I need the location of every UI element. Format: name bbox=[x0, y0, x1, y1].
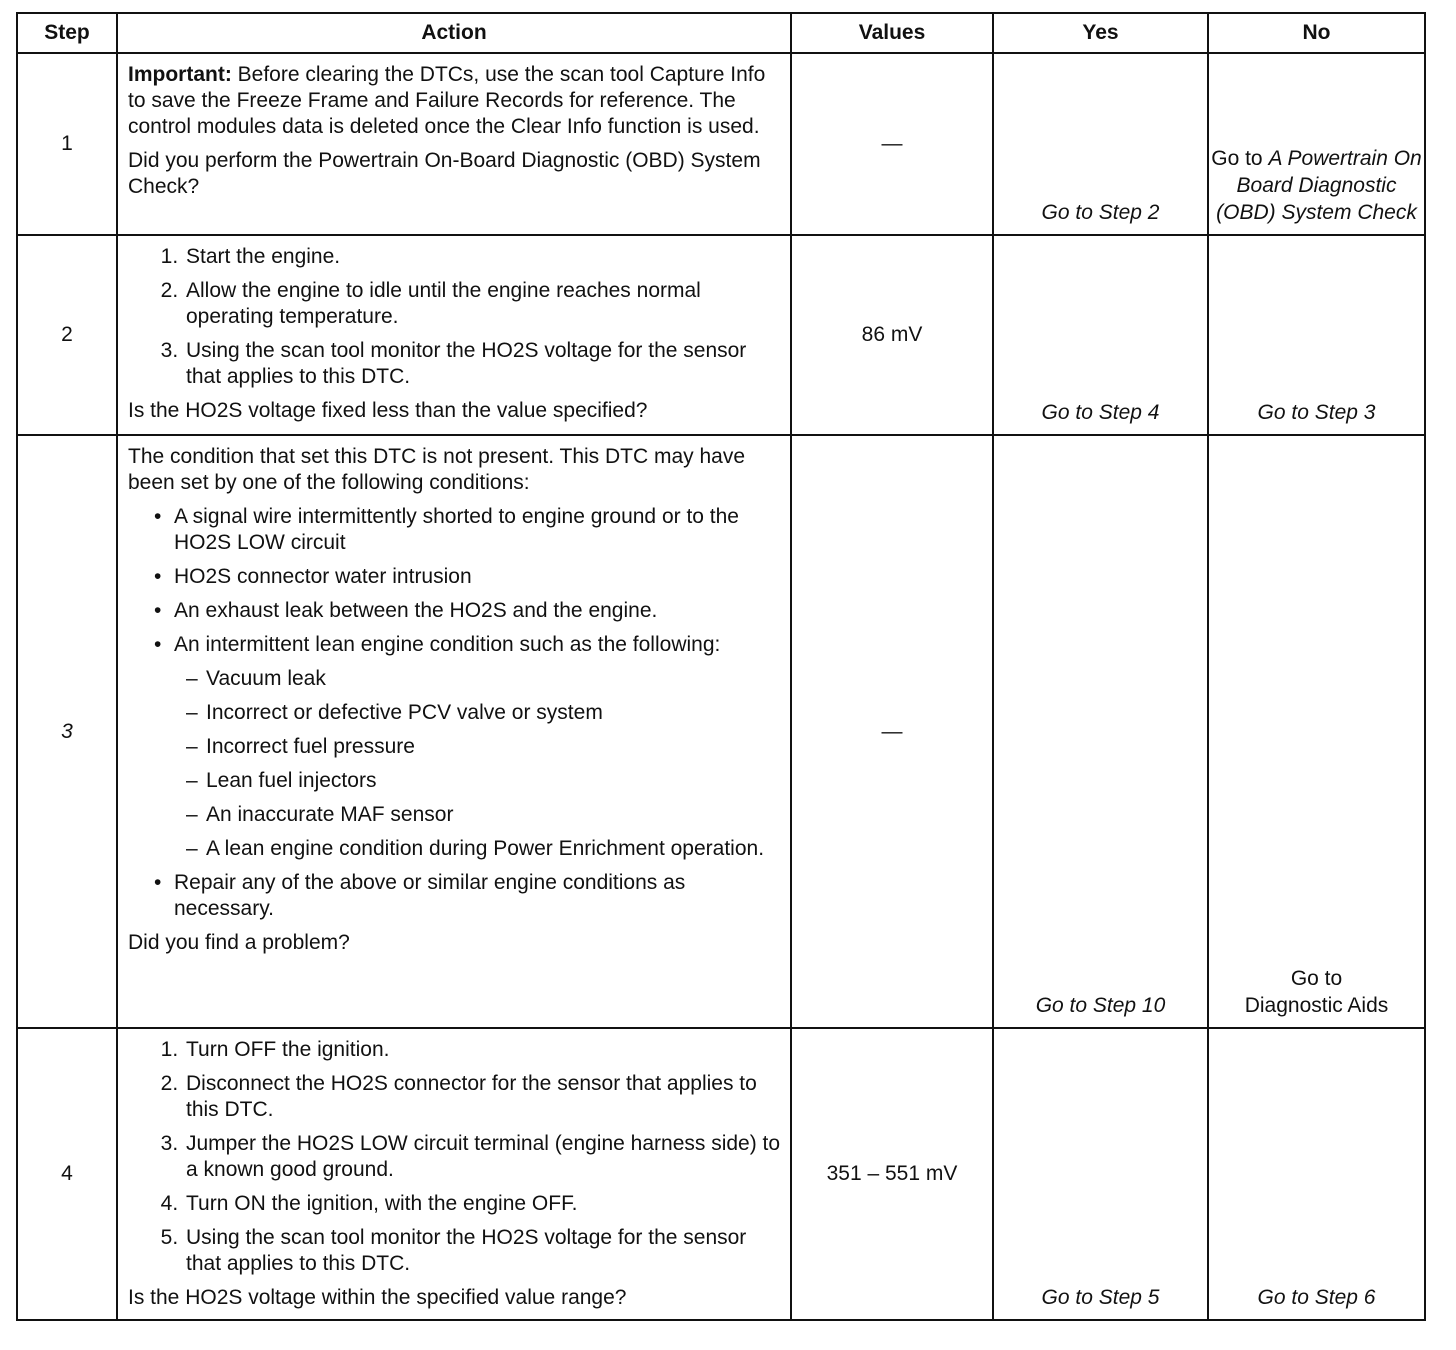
list-item: – A lean engine condition during Power Enrichment operation. bbox=[206, 836, 782, 862]
important-label: Important: bbox=[128, 63, 232, 86]
step-intro: The condition that set this DTC is not present. This DTC may have been set by one of the following conditions: bbox=[128, 445, 746, 494]
list-item bbox=[174, 632, 782, 862]
list-item: • A signal wire intermittently shorted to engine ground or to the HO2S LOW circuit bbox=[174, 504, 782, 556]
action-steps-list bbox=[128, 244, 782, 390]
yes-link[interactable]: Go to Step 5 bbox=[993, 1028, 1208, 1320]
list-item: • HO2S connector water intrusion bbox=[174, 564, 782, 590]
list-item: • An exhaust leak between the HO2S and the engine. bbox=[174, 598, 782, 624]
yes-link[interactable]: Go to Step 4 bbox=[993, 235, 1208, 435]
yes-link[interactable]: Go to Step 2 bbox=[993, 53, 1208, 235]
action-cell bbox=[117, 435, 791, 1028]
list-item: 3. Using the scan tool monitor the HO2S voltage for the sensor that applies to this DTC. bbox=[184, 338, 782, 390]
no-link[interactable]: Go to Step 6 bbox=[1208, 1028, 1425, 1320]
action-cell bbox=[117, 1028, 791, 1320]
list-item: – Lean fuel injectors bbox=[206, 768, 782, 794]
list-item: 1. Start the engine. bbox=[184, 244, 782, 270]
no-link[interactable] bbox=[1208, 435, 1425, 1028]
header-no: No bbox=[1208, 13, 1425, 53]
table-row-step-3 bbox=[17, 435, 1425, 1028]
value-cell: — bbox=[791, 435, 993, 1028]
list-item: 2. Allow the engine to idle until the engine reaches normal operating temperature. bbox=[184, 278, 782, 330]
list-item: 1. Turn OFF the ignition. bbox=[184, 1037, 782, 1063]
value-cell: 351 – 551 mV bbox=[791, 1028, 993, 1320]
no-link-prefix: Go to bbox=[1211, 147, 1269, 170]
no-link-target: A Powertrain On Board Diagnostic (OBD) System Check bbox=[1216, 147, 1422, 224]
list-item: 5. Using the scan tool monitor the HO2S voltage for the sensor that applies to this DTC. bbox=[184, 1225, 782, 1277]
important-note bbox=[128, 62, 782, 140]
no-link-line: Go to bbox=[1290, 967, 1343, 990]
header-step: Step bbox=[17, 13, 117, 53]
conditions-list bbox=[128, 504, 782, 922]
important-text: Before clearing the DTCs, use the scan tool Capture Info to save the Freeze Frame and Failure Records for reference. The control modules data is deleted once the Clear Info function is used. bbox=[128, 63, 766, 138]
action-cell bbox=[117, 235, 791, 435]
no-link[interactable]: Go to Step 3 bbox=[1208, 235, 1425, 435]
value-cell: 86 mV bbox=[791, 235, 993, 435]
no-link-line: Diagnostic Aids bbox=[1244, 994, 1389, 1017]
step-question: Did you perform the Powertrain On-Board Diagnostic (OBD) System Check? bbox=[128, 149, 761, 198]
step-number: 4 bbox=[17, 1028, 117, 1320]
header-action: Action bbox=[117, 13, 791, 53]
step-number: 1 bbox=[17, 53, 117, 235]
list-item: – An inaccurate MAF sensor bbox=[206, 802, 782, 828]
step-question: Is the HO2S voltage fixed less than the value specified? bbox=[128, 399, 648, 422]
table-row-step-1 bbox=[17, 53, 1425, 235]
header-row bbox=[17, 13, 1425, 53]
header-values: Values bbox=[791, 13, 993, 53]
yes-link[interactable]: Go to Step 10 bbox=[993, 435, 1208, 1028]
lean-conditions-list bbox=[174, 666, 782, 862]
step-number: 2 bbox=[17, 235, 117, 435]
no-link[interactable] bbox=[1208, 53, 1425, 235]
list-item: • Repair any of the above or similar engine conditions as necessary. bbox=[174, 870, 782, 922]
diagnostic-table bbox=[16, 12, 1426, 1321]
header-yes: Yes bbox=[993, 13, 1208, 53]
list-item: 3. Jumper the HO2S LOW circuit terminal (engine harness side) to a known good ground. bbox=[184, 1131, 782, 1183]
step-number: 3 bbox=[17, 435, 117, 1028]
action-steps-list bbox=[128, 1037, 782, 1277]
list-item: 4. Turn ON the ignition, with the engine OFF. bbox=[184, 1191, 782, 1217]
step-question: Did you find a problem? bbox=[128, 931, 350, 954]
list-item: 2. Disconnect the HO2S connector for the sensor that applies to this DTC. bbox=[184, 1071, 782, 1123]
list-item: – Incorrect fuel pressure bbox=[206, 734, 782, 760]
list-item: – Incorrect or defective PCV valve or system bbox=[206, 700, 782, 726]
table-row-step-4 bbox=[17, 1028, 1425, 1320]
step-question: Is the HO2S voltage within the specified value range? bbox=[128, 1286, 627, 1309]
action-cell bbox=[117, 53, 791, 235]
table-row-step-2 bbox=[17, 235, 1425, 435]
list-item-text: An intermittent lean engine condition such as the following: bbox=[174, 633, 721, 656]
diagnostic-table-document bbox=[16, 12, 1424, 1321]
value-cell: — bbox=[791, 53, 993, 235]
list-item: – Vacuum leak bbox=[206, 666, 782, 692]
